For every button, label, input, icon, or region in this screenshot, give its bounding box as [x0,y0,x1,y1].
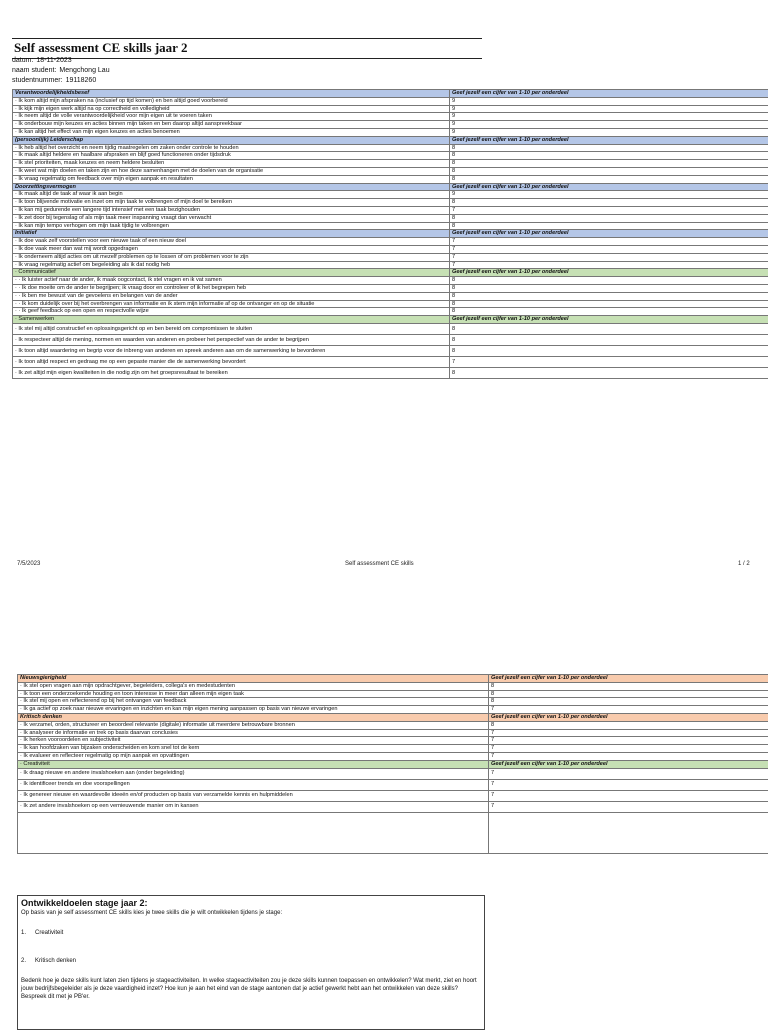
skill-row [13,152,768,160]
score-instruction: Geef jezelf een cijfer van 1-10 per onderdeel [450,269,768,277]
skill-score: 7 [489,706,768,714]
skill-statement: · Ik onderneem altijd acties om uit mezelf problemen op te lossen of om problemen voor te zijn [13,253,450,261]
skill-row [13,199,768,207]
skill-score: 7 [489,745,768,753]
skill-row [18,790,768,801]
section-title: Kritisch denken [18,713,489,721]
student-label: naam student: [12,67,56,74]
page-title: Self assessment CE skills jaar 2 [12,38,482,59]
skill-statement: · Ik onderbouw mijn keuzes en acties binnen mijn taken en ben daarop altijd aanspreekbaar [13,121,450,129]
skill-row [18,745,768,753]
skill-row [13,334,768,345]
skill-score: 8 [450,345,768,356]
skill-score: 7 [489,779,768,790]
skill-row [13,206,768,214]
section-title: Nieuwsgierigheid [18,675,489,683]
student-value: Mengchong Lau [59,67,109,74]
skill-statement: · Ik zet door bij tegenslag of als mijn taak meer inspanning vraagt dan verwacht [13,214,450,222]
skill-row [13,323,768,334]
skill-score: 7 [450,356,768,367]
skill-score: 8 [450,277,768,285]
skill-statement: · Ik maak altijd de taak af waar ik aan begin [13,191,450,199]
skill-statement: · · Ik geef feedback op een open en respectvolle wijze [13,308,450,316]
section-title: (persoonlijk) Leiderschap [13,136,450,144]
skill-statement: · Ik stel mij altijd constructief en oplossingsgericht op en ben bereid om compromissen te sluiten [13,323,450,334]
skill-score: 8 [450,214,768,222]
skill-score: 8 [450,308,768,316]
score-instruction: Geef jezelf een cijfer van 1-10 per onderdeel [450,136,768,144]
skill-statement: · Ik kan altijd het effect van mijn eigen keuzes en acties benoemen [13,128,450,136]
skill-score: 8 [489,682,768,690]
skill-score: 7 [489,790,768,801]
goal-text-1: Creativiteit [35,930,63,936]
skill-score: 8 [450,300,768,308]
section-header [13,269,768,277]
skill-row [13,214,768,222]
skill-score: 9 [450,97,768,105]
score-instruction: Geef jezelf een cijfer van 1-10 per onderdeel [489,675,768,683]
skill-statement: · Ik kan mij gedurende een langere tijd intensief met een taak bezighouden [13,206,450,214]
skill-row [13,113,768,121]
skill-statement: · Ik genereer nieuwe en waardevolle ideeën en/of producten op basis van verzamelde kennis en hulpmiddelen [18,790,489,801]
skill-row [13,292,768,300]
skill-row [13,345,768,356]
skill-row [13,97,768,105]
skill-statement: · · Ik doe moeite om de ander te begrijpen; ik vraag door en controleer of ik het begrepen heb [13,284,450,292]
skill-row [13,144,768,152]
skill-score: 8 [450,199,768,207]
skill-statement: · Ik neem altijd de volle verantwoordelijkheid voor mijn eigen uit te voeren taken [13,113,450,121]
skill-statement: · Ik stel prioriteiten, maak keuzes en neem heldere besluiten [13,160,450,168]
skill-statement: · Ik analyseer de informatie en trek op basis daarvan conclusies [18,729,489,737]
studentnumber-line [12,76,96,85]
skill-row [18,768,768,779]
goal-number-1: 1. [21,929,35,937]
skill-score: 8 [450,292,768,300]
skill-score: 7 [489,801,768,812]
skill-statement: · Ik respecteer altijd de mening, normen en waarden van anderen en probeer het perspectief van de ander te begrijpen [13,334,450,345]
skill-score: 8 [450,334,768,345]
section-header [13,230,768,238]
score-instruction: Geef jezelf een cijfer van 1-10 per onderdeel [450,183,768,191]
skill-row [13,253,768,261]
skill-statement: · Ik evalueer en reflecteer regelmatig op mijn aanpak en opvattingen [18,752,489,760]
skill-score: 7 [489,729,768,737]
skill-statement: · Ik heb altijd het overzicht en neem tijdig maatregelen om zaken onder controle te houden [13,144,450,152]
assessment-table-page2 [17,674,768,854]
studentnumber-value: 19118260 [66,77,97,84]
goal-text-2: Kritisch denken [35,958,76,964]
section-title: Initiatief [13,230,450,238]
skill-row [13,245,768,253]
skill-row [13,128,768,136]
skill-statement: · · Ik kom duidelijk over bij het overbrengen van informatie en ik stem mijn informatie af op de ontvanger en op de situatie [13,300,450,308]
skill-score: 7 [450,253,768,261]
skill-statement: · Ik toon een onderzoekende houding en toon interesse in meer dan alleen mijn eigen taak [18,690,489,698]
skill-row [13,308,768,316]
empty-cell [18,812,489,853]
skill-statement: · Ik maak altijd heldere en haalbare afspraken en blijf goed functioneren onder tijdsdruk [13,152,450,160]
skill-score: 8 [489,721,768,729]
skill-statement: · Ik herken vooroordelen en subjectiviteit [18,737,489,745]
date-line [12,56,72,65]
skill-row [13,175,768,183]
skill-row [18,779,768,790]
skill-row [13,238,768,246]
skill-row [18,682,768,690]
section-title: Verantwoordelijkheidsbesef [13,90,450,98]
section-title: · Communicatief [13,269,450,277]
skill-statement: · Ik identificeer trends en doe voorspellingen [18,779,489,790]
skill-statement: · Ik kom altijd mijn afspraken na (inclusief op tijd komen) en ben altijd goed voorbereid [13,97,450,105]
skill-score: 8 [450,222,768,230]
score-instruction: Geef jezelf een cijfer van 1-10 per onderdeel [489,760,768,768]
skill-score: 8 [450,323,768,334]
date-value: 18-11-2023 [36,57,71,64]
skill-statement: · Ik vraag regelmatig om feedback over mijn eigen aanpak en resultaten [13,175,450,183]
goal-item-1 [21,929,481,937]
skill-statement: · Ik doe vaak meer dan wat mij wordt opgedragen [13,245,450,253]
goals-title: Ontwikkeldoelen stage jaar 2: [21,898,481,909]
section-title: · Samenwerken [13,316,450,324]
skill-statement: · · Ik ben me bewust van de gevoelens en belangen van de ander [13,292,450,300]
section-header [18,675,768,683]
skill-row [18,801,768,812]
skill-statement: · Ik ga actief op zoek naar nieuwe ervaringen en inzichten en kan mijn eigen mening aanpassen op basis van nieuwe ervaringen [18,706,489,714]
goal-number-2: 2. [21,957,35,965]
skill-statement: · Ik weet wat mijn doelen en taken zijn en hoe deze samenhangen met de doelen van de organisatie [13,167,450,175]
score-instruction: Geef jezelf een cijfer van 1-10 per onderdeel [450,90,768,98]
skill-statement: · Ik draag nieuwe en andere invalshoeken aan (onder begeleiding) [18,768,489,779]
skill-statement: · Ik verzamel, orden, structureer en beoordeel relevante (digitale) informatie uit meerdere betrouwbare bronnen [18,721,489,729]
skill-row [13,284,768,292]
skill-statement: · Ik vraag regelmatig actief om begeleiding als ik dat nodig heb [13,261,450,269]
skill-score: 9 [450,191,768,199]
score-instruction: Geef jezelf een cijfer van 1-10 per onderdeel [489,713,768,721]
skill-score: 8 [450,160,768,168]
skill-score: 8 [450,144,768,152]
skill-row [13,356,768,367]
skill-row [13,105,768,113]
skill-score: 9 [450,105,768,113]
skill-row [13,160,768,168]
skill-score: 9 [450,113,768,121]
goal-item-2 [21,957,481,965]
skill-score: 7 [450,245,768,253]
skill-row [18,752,768,760]
studentnumber-label: studentnummer: [12,77,63,84]
section-header [13,183,768,191]
skill-row [13,261,768,269]
skill-statement: · Ik kan hoofdzaken van bijzaken onderscheiden en kom snel tot de kern [18,745,489,753]
section-header [18,760,768,768]
section-title: Doorzettingsvermogen [13,183,450,191]
section-header [13,316,768,324]
skill-statement: · Ik kan mijn tempo verhogen om mijn taak tijdig te volbrengen [13,222,450,230]
skill-score: 8 [450,284,768,292]
score-instruction: Geef jezelf een cijfer van 1-10 per onderdeel [450,316,768,324]
skill-score: 8 [450,175,768,183]
goals-question: Bedenk hoe je deze skills kunt laten zien tijdens je stageactiviteiten. In welke stageactiviteiten zou je deze skills kunnen toepassen en ontwikkelen? Wat merkt, ziet en hoort jouw bedrijfsbegeleider als je deze vaardigheid inzet? Hoe kun je aan het eind van de stage aantonen dat je actief gewerkt hebt aan het ontwikkelen van deze skills? Bespreek dit met je PB'er. [21,977,481,1001]
goals-intro: Op basis van je self assessment CE skills kies je twee skills die je wilt ontwikkelen tijdens je stage: [21,909,481,917]
skill-score: 8 [450,152,768,160]
skill-score: 7 [450,238,768,246]
footer-date: 7/5/2023 [17,561,40,567]
skill-score: 8 [450,367,768,378]
empty-cell [489,812,768,853]
section-header [13,90,768,98]
skill-row [18,698,768,706]
skill-row [13,191,768,199]
skill-score: 7 [450,261,768,269]
section-header [13,136,768,144]
empty-row [18,812,768,853]
skill-statement: · Ik kijk mijn eigen werk altijd na op correctheid en volledigheid [13,105,450,113]
skill-statement: · Ik toon altijd waardering en begrip voor de inbreng van anderen en spreek anderen aan om de samenwerking te bevorderen [13,345,450,356]
skill-statement: · Ik stel mij open en reflecterend op bij het ontvangen van feedback [18,698,489,706]
skill-row [18,729,768,737]
skill-statement: · · Ik luister actief naar de ander, ik maak oogcontact, ik stel vragen en ik vat samen [13,277,450,285]
skill-row [13,222,768,230]
skill-statement: · Ik zet andere invalshoeken op een vernieuwende manier om in kansen [18,801,489,812]
skill-statement: · Ik toon altijd respect en gedraag me op een gepaste manier die de samenwerking bevordert [13,356,450,367]
skill-score: 8 [489,690,768,698]
skill-statement: · Ik zet altijd mijn eigen kwaliteiten in die nodig zijn om het groepsresultaat te bereiken [13,367,450,378]
skill-row [18,706,768,714]
skill-score: 9 [450,128,768,136]
date-label: datum: [12,57,33,64]
skill-row [18,721,768,729]
skill-row [13,167,768,175]
skill-score: 7 [489,737,768,745]
skill-row [13,277,768,285]
score-instruction: Geef jezelf een cijfer van 1-10 per onderdeel [450,230,768,238]
assessment-table-page1 [12,89,768,379]
skill-score: 9 [450,121,768,129]
skill-score: 8 [489,698,768,706]
footer-title: Self assessment CE skills [345,561,414,567]
skill-statement: · Ik toon blijvende motivatie en inzet om mijn taak te volbrengen of mijn doel te bereiken [13,199,450,207]
footer-page: 1 / 2 [738,561,750,567]
development-goals-box [17,895,485,1030]
section-title: · Creativiteit [18,760,489,768]
skill-statement: · Ik doe vaak zelf voorstellen voor een nieuwe taak of een nieuw doel [13,238,450,246]
skill-statement: · Ik stel open vragen aan mijn opdrachtgever, begeleiders, collega's en medestudenten [18,682,489,690]
skill-row [13,367,768,378]
skill-score: 7 [489,768,768,779]
skill-score: 7 [489,752,768,760]
skill-row [13,300,768,308]
skill-score: 8 [450,167,768,175]
skill-row [18,690,768,698]
section-header [18,713,768,721]
student-line [12,66,110,75]
skill-row [18,737,768,745]
skill-row [13,121,768,129]
skill-score: 7 [450,206,768,214]
